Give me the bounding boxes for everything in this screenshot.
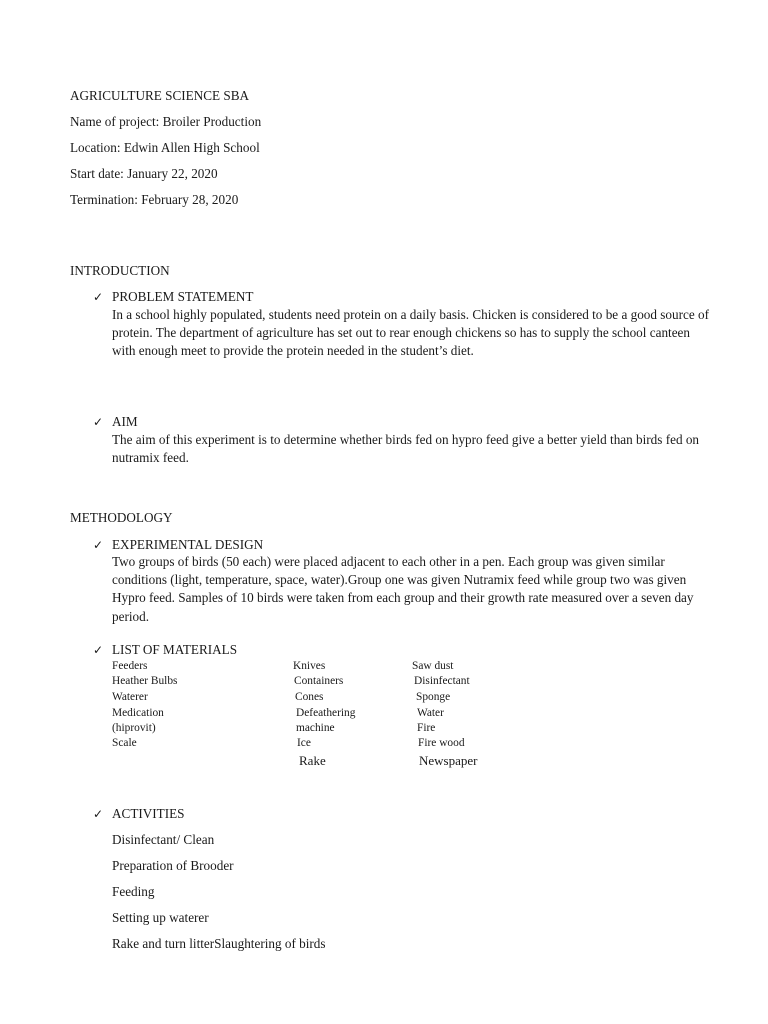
check-icon: ✓ bbox=[93, 643, 104, 657]
material-item: Newspaper bbox=[419, 753, 478, 768]
problem-statement-heading: PROBLEM STATEMENT bbox=[112, 289, 254, 304]
material-item: Defeathering bbox=[296, 707, 356, 719]
material-item: Waterer bbox=[112, 691, 148, 703]
activity-item: Feeding bbox=[112, 884, 155, 899]
aim-heading: AIM bbox=[112, 414, 138, 429]
activity-item: Setting up waterer bbox=[112, 910, 209, 925]
material-item: Sponge bbox=[416, 691, 451, 703]
experimental-design-heading: EXPERIMENTAL DESIGN bbox=[112, 537, 264, 552]
material-item: Feeders bbox=[112, 660, 148, 672]
material-item: Containers bbox=[294, 675, 344, 687]
termination-date: Termination: February 28, 2020 bbox=[70, 192, 239, 207]
introduction-heading: INTRODUCTION bbox=[70, 263, 170, 278]
material-item: machine bbox=[296, 722, 335, 734]
check-icon: ✓ bbox=[93, 807, 104, 821]
activity-item: Rake and turn litterSlaughtering of birds bbox=[112, 936, 326, 951]
material-item: Scale bbox=[112, 737, 137, 749]
material-item: Knives bbox=[293, 660, 326, 672]
project-location: Location: Edwin Allen High School bbox=[70, 140, 260, 155]
material-item: Heather Bulbs bbox=[112, 675, 178, 687]
activity-item: Disinfectant/ Clean bbox=[112, 832, 215, 847]
material-item: Cones bbox=[295, 691, 324, 703]
material-item: Medication bbox=[112, 707, 164, 719]
material-item: Water bbox=[417, 707, 444, 719]
aim-text: The aim of this experiment is to determine whether birds fed on hypro feed give a better yield than birds fed on nutramix feed. bbox=[112, 432, 700, 466]
activity-item: Preparation of Brooder bbox=[112, 858, 234, 873]
project-name: Name of project: Broiler Production bbox=[70, 114, 262, 129]
activities-heading: ACTIVITIES bbox=[112, 806, 185, 821]
check-icon: ✓ bbox=[93, 538, 104, 552]
material-item: (hiprovit) bbox=[112, 722, 156, 734]
material-item: Fire wood bbox=[418, 737, 465, 749]
material-item: Rake bbox=[299, 753, 326, 768]
material-item: Fire bbox=[417, 722, 436, 734]
methodology-heading: METHODOLOGY bbox=[70, 510, 173, 525]
document-title: AGRICULTURE SCIENCE SBA bbox=[70, 88, 250, 103]
check-icon: ✓ bbox=[93, 415, 104, 429]
material-item: Ice bbox=[297, 737, 311, 749]
check-icon: ✓ bbox=[93, 290, 104, 304]
material-item: Disinfectant bbox=[414, 675, 470, 687]
material-item: Saw dust bbox=[412, 660, 454, 672]
experimental-design-text: Two groups of birds (50 each) were placed adjacent to each other in a pen. Each group was given similar conditions (light, temperature, space, water).Group one was given Nutramix feed while group two was given Hypro feed. Samples of 10 birds were taken from each group and their growth rate measured over a seven day period. bbox=[112, 554, 694, 624]
problem-statement-text: In a school highly populated, students need protein on a daily basis. Chicken is considered to be a good source of protein. The department of agriculture has set out to rear enough chickens so has to supply the school canteen with enough meet to provide the protein needed in the student’s diet. bbox=[112, 307, 709, 359]
materials-heading: LIST OF MATERIALS bbox=[112, 642, 238, 657]
start-date: Start date: January 22, 2020 bbox=[70, 166, 218, 181]
